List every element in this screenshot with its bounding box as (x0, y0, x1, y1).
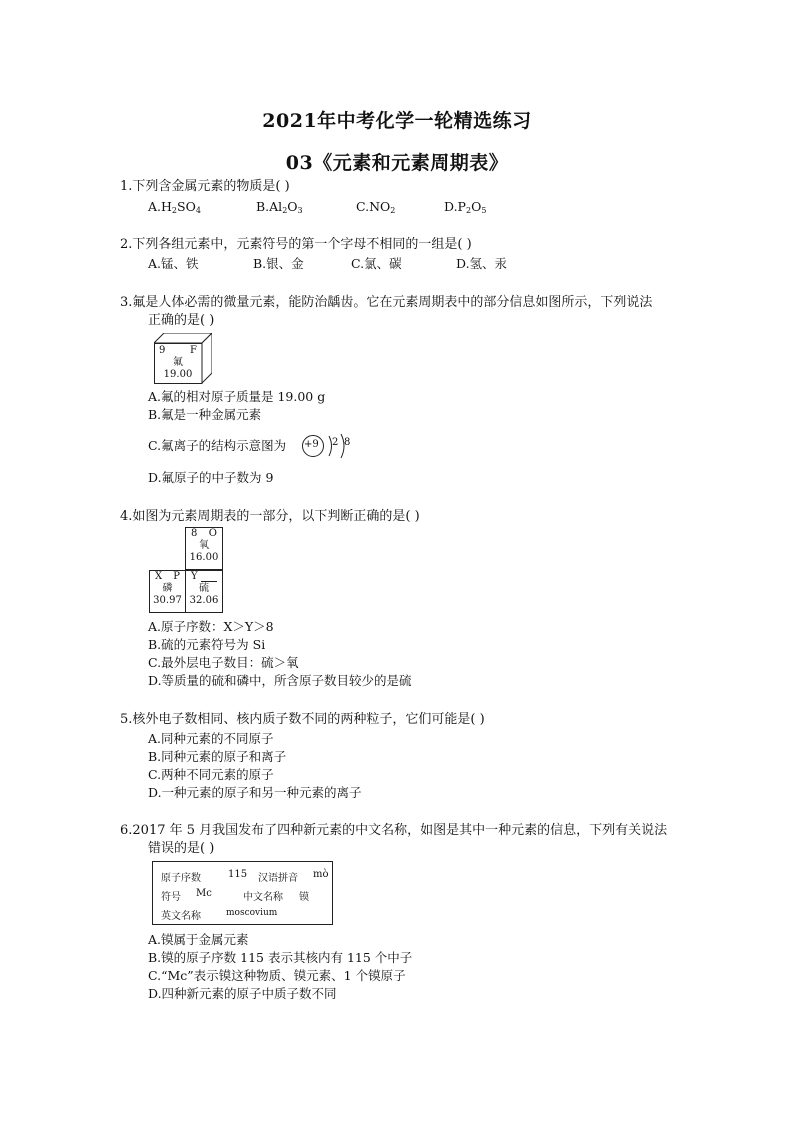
label-pinyin: 汉语拼音 (258, 873, 298, 884)
label-chinese-name: 中文名称 (243, 892, 283, 903)
value-pinyin: mò (313, 869, 329, 880)
q2-option-b: B.银、金 (253, 256, 304, 271)
ion-shell-2: 8 (344, 437, 351, 448)
phosphorus-mass: 30.97 (153, 595, 182, 606)
oxygen-mass: 16.00 (189, 552, 219, 563)
sulfur-symbol-blank (201, 571, 217, 582)
page-subtitle: 03《元素和元素周期表》 (285, 152, 509, 174)
oxygen-symbol: O (208, 528, 217, 539)
question-1-stem: 1.下列含金属元素的物质是( ) (120, 179, 290, 194)
ion-shell-1: 2 (332, 437, 339, 448)
page-title: 2021年中考化学一轮精选练习 (262, 110, 532, 132)
q1-option-a: $A.H_2SO_4$ (148, 199, 201, 215)
moscovium-info-box (152, 861, 333, 925)
label-atomic-number: 原子序数 (161, 873, 201, 884)
q3-option-d: D.氟原子的中子数为 9 (148, 470, 274, 485)
value-english-name: moscovium (226, 908, 278, 918)
question-3-stem-line1: 3.氟是人体必需的微量元素，能防治龋齿。它在元素周期表中的部分信息如图所示，下列说法 (120, 295, 653, 310)
q6-option-c: C.“Mc”表示镆这种物质、镆元素、1 个镆原子 (148, 968, 406, 983)
sulfur-name: 硫 (199, 583, 209, 594)
q4-option-c: C.最外层电子数目：硫＞氧 (148, 655, 299, 670)
q5-option-a: A.同种元素的不同原子 (148, 731, 274, 746)
value-atomic-number: 115 (228, 869, 248, 880)
value-symbol: Mc (196, 888, 212, 899)
fluorine-symbol: F (190, 345, 197, 356)
sulfur-element-cell (185, 570, 223, 613)
phosphorus-element-cell (149, 570, 186, 613)
q5-option-d: D.一种元素的原子和另一种元素的离子 (148, 785, 362, 800)
label-symbol: 符号 (161, 892, 181, 903)
fluorine-name: 氟 (173, 357, 183, 368)
q3-option-b: B.氟是一种金属元素 (148, 407, 262, 422)
fluoride-ion-diagram (301, 432, 355, 462)
question-3-stem-line2: 正确的是( ) (148, 313, 215, 328)
q6-option-b: B.镆的原子序数 115 表示其核内有 115 个中子 (148, 950, 413, 965)
question-4-stem: 4.如图为元素周期表的一部分，以下判断正确的是( ) (120, 509, 420, 524)
q2-option-d: D.氢、汞 (456, 256, 508, 271)
q6-option-a: A.镆属于金属元素 (148, 932, 249, 947)
question-2-stem: 2.下列各组元素中，元素符号的第一个字母不相同的一组是( ) (120, 237, 472, 252)
question-6-stem-line1: 6.2017 年 5 月我国发布了四种新元素的中文名称，如图是其中一种元素的信息，下列有关说法 (120, 823, 668, 838)
fluorine-mass: 19.00 (163, 369, 193, 380)
q2-option-a: A.锰、铁 (148, 256, 199, 271)
oxygen-element-cell (185, 527, 223, 570)
q6-option-d: D.四种新元素的原子中质子数不同 (148, 986, 337, 1001)
q1-option-c: $C.NO_2$ (356, 199, 396, 215)
q3-option-c: C.氟离子的结构示意图为 (148, 438, 287, 453)
q2-option-c: C.氯、碳 (351, 256, 402, 271)
q4-option-b: B.硫的元素符号为 Si (148, 637, 266, 652)
oxygen-name: 氧 (199, 540, 209, 551)
question-6-stem-line2: 错误的是( ) (148, 841, 215, 856)
sulfur-mass: 32.06 (189, 595, 219, 606)
q4-option-d: D.等质量的硫和磷中，所含原子数目较少的是硫 (148, 673, 412, 688)
fluorine-element-cell (154, 333, 212, 385)
ion-nucleus-charge: +9 (304, 439, 319, 450)
phosphorus-number: X (155, 571, 163, 582)
sulfur-number: Y (191, 571, 198, 582)
question-5-stem: 5.核外电子数相同、核内质子数不同的两种粒子，它们可能是( ) (120, 712, 485, 727)
fluorine-number: 9 (159, 345, 166, 356)
q1-option-b: $B.Al_2O_3$ (256, 199, 303, 215)
phosphorus-symbol: P (173, 571, 180, 582)
phosphorus-name: 磷 (162, 583, 173, 594)
q3-option-a: A.氟的相对原子质量是 19.00 g (148, 389, 326, 404)
oxygen-number: 8 (191, 528, 198, 539)
q5-option-c: C.两种不同元素的原子 (148, 767, 274, 782)
q5-option-b: B.同种元素的原子和离子 (148, 749, 287, 764)
label-english-name: 英文名称 (161, 911, 201, 922)
value-chinese-name: 镆 (299, 892, 309, 903)
q4-option-a: A.原子序数：X＞Y＞8 (148, 619, 274, 634)
q1-option-d: $D.P_2O_5$ (444, 199, 487, 215)
